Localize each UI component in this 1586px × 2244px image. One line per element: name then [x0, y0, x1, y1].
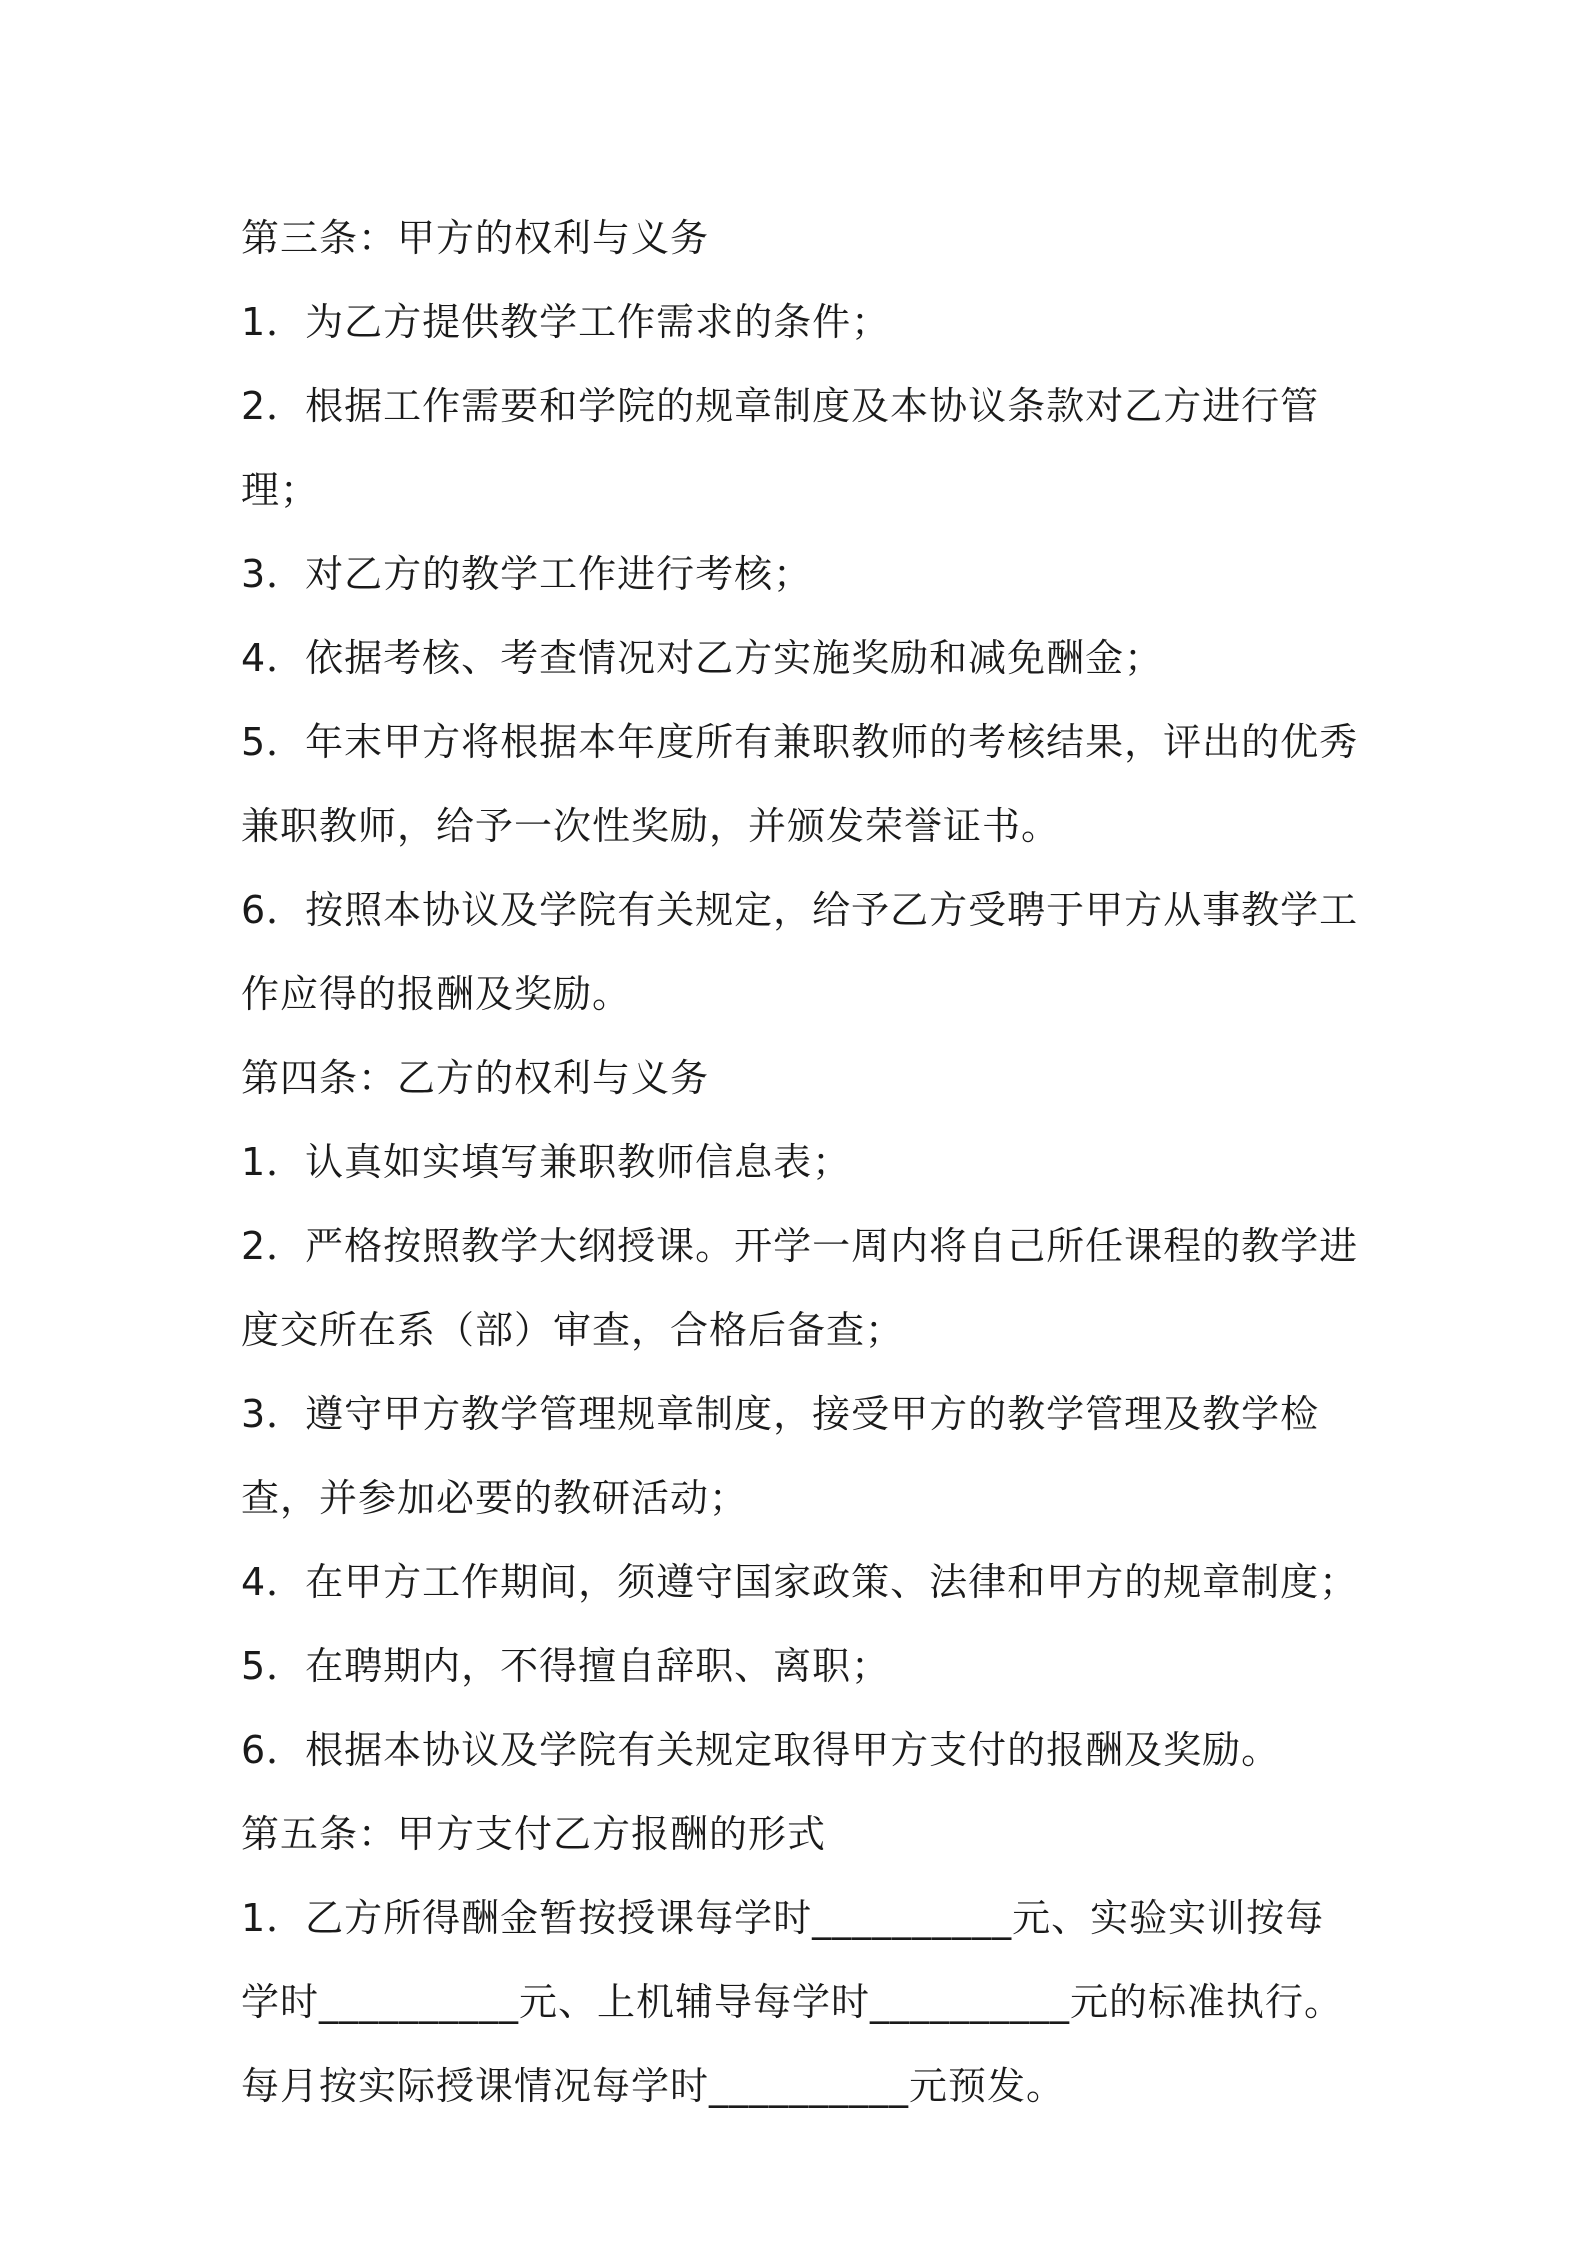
article-4-heading: 第四条：乙方的权利与义务 [241, 1056, 710, 1100]
article-4-item-3: 3．遵守甲方教学管理规章制度，接受甲方的教学管理及教学检查，并参加必要的教研活动； [241, 1392, 1320, 1520]
article-5-heading: 第五条：甲方支付乙方报酬的形式 [241, 1812, 827, 1856]
article-4-item-6: 6．根据本协议及学院有关规定取得甲方支付的报酬及奖励。 [241, 1728, 1281, 1772]
article-4-item-1: 1．认真如实填写兼职教师信息表； [241, 1140, 852, 1184]
article-3-item-5: 5．年末甲方将根据本年度所有兼职教师的考核结果，评出的优秀兼职教师，给予一次性奖励，并颁发荣誉证书。 [241, 720, 1359, 848]
article-3-item-4: 4．依据考核、考查情况对乙方实施奖励和减免酬金； [241, 636, 1164, 680]
article-3-item-2: 2．根据工作需要和学院的规章制度及本协议条款对乙方进行管理； [241, 384, 1320, 512]
document-body [241, 196, 1361, 2128]
article-3-item-3: 3．对乙方的教学工作进行考核； [241, 552, 813, 596]
article-4-item-5: 5．在聘期内，不得擅自辞职、离职； [241, 1644, 891, 1688]
article-3-heading: 第三条：甲方的权利与义务 [241, 216, 710, 260]
article-4-item-2: 2．严格按照教学大纲授课。开学一周内将自己所任课程的教学进度交所在系（部）审查，合格后备查； [241, 1224, 1359, 1352]
article-4-item-4: 4．在甲方工作期间，须遵守国家政策、法律和甲方的规章制度； [241, 1560, 1359, 1604]
article-3-item-6: 6．按照本协议及学院有关规定，给予乙方受聘于甲方从事教学工作应得的报酬及奖励。 [241, 888, 1359, 1016]
article-5-item-1: 1．乙方所得酬金暂按授课每学时__________元、实验实训按每学时__________元、上机辅导每学时__________元的标准执行。每月按实际授课情况每学时__________元预发。 [241, 1896, 1344, 2108]
article-3-item-1: 1．为乙方提供教学工作需求的条件； [241, 300, 891, 344]
